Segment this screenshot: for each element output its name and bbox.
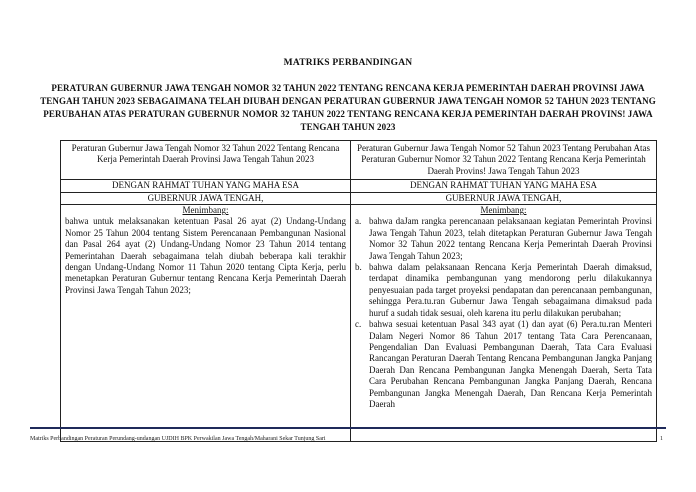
document-subtitle: PERATURAN GUBERNUR JAWA TENGAH NOMOR 32 TAHUN 2022 TENTANG RENCANA KERJA PEMERINTAH DAERAH PROVINSI JAWA TENGAH TAHUN 2023 SEBAGAIMANA TELAH DIUBAH DENGAN PERATURAN GUBERNUR JAWA TENGAH NOMOR 52 TAHUN 2023 TENTANG PERUBAHAN ATAS PERATURAN GUBERNUR NOMOR 32 TAHUN 2022 TENTANG RENCANA KERJA PEMERINTAH DAERAH PROVINS! JAWA TENGAH TAHUN 2023	[40, 83, 656, 132]
left-header-text: Peraturan Gubernur Jawa Tengah Nomor 32 Tahun 2022 Tentang Rencana Kerja Pemerintah Daerah Provinsi Jawa Tengah Tahun 2023	[71, 143, 340, 165]
right-opening: DENGAN RAHMAT TUHAN YANG MAHA ESA	[351, 180, 657, 192]
list-item	[355, 262, 652, 319]
opening-row	[61, 180, 657, 192]
right-header-cell	[351, 141, 657, 180]
list-marker: a.	[355, 216, 362, 227]
right-governor: GUBERNUR JAWA TENGAH,	[351, 192, 657, 204]
left-content-cell	[61, 205, 351, 442]
list-marker: c.	[355, 319, 362, 330]
comparison-table	[60, 140, 657, 442]
governor-row	[61, 192, 657, 204]
list-item	[355, 319, 652, 410]
left-governor: GUBERNUR JAWA TENGAH,	[61, 192, 351, 204]
list-text: bahwa sesuai ketentuan Pasal 343 ayat (1) dan ayat (6) Pera.tu.ran Menteri Dalam Negeri Nomor 86 Tahun 2017 tentang Tata Cara Perencanaan, Pengendalian Dan Evaluasi Pembangunan Daerah, Tata Cara Evaluasi Rancangan Peraturan Daerah Tentang Rencana Pembangunan Jangka Panjang Daerah Dan Rencana Pembangunan Jangka Menengah Daerah, Serta Tata Cara Perubahan Rencana Pembangunan Jangka Panjang Daerah, Rencana Pembangunan Jangka Menengah Daerah, Dan Rencana Kerja Pemerintah Daerah	[369, 319, 652, 409]
left-considering-text: bahwa untuk melaksanakan ketentuan Pasal 26 ayat (2) Undang-Undang Nomor 25 Tahun 2004 tentang Sistem Perencanaan Pembangunan Nasional dan Pasal 264 ayat (2) Undang-Undang Nomor 23 Tahun 2014 tentang Pemerintahan Daerah sebagaimana telah diubah beberapa kali terakhir dengan Undang-Undang Nomor 11 Tahun 2020 tentang Cipta Kerja, perlu menetapkan Peraturan Gubernur tentang Rencana Kerja Pemerintah Daerah Provinsi Jawa Tengah Tahun 2023;	[65, 216, 346, 295]
list-item	[355, 216, 652, 262]
document-title: MATRIKS PERBANDINGAN	[283, 58, 413, 68]
left-considering-label: Menimbang:	[182, 205, 229, 216]
list-marker: b.	[355, 262, 362, 273]
right-considering-label: Menimbang:	[480, 205, 527, 216]
right-considering-list	[355, 216, 652, 410]
left-header-cell	[61, 141, 351, 180]
page-number: 1	[660, 436, 663, 442]
right-header-text: Peraturan Gubernur Jawa Tengah Nomor 52 Tahun 2023 Tentang Perubahan Atas Peraturan Gubernur Nomor 32 Tahun 2022 Tentang Rencana Kerja Pemerintah Daerah Provins! Jawa Tengah Tahun 2023	[356, 143, 651, 176]
table-header-row	[61, 141, 657, 180]
footer-divider	[30, 427, 666, 429]
list-text: bahwa dalam pelaksanaan Rencana Kerja Pemerintah Daerah dimaksud, terdapat dinamika pembangunan yang mendorong perlu dilakukannya penyesuaian pada target proyeksi pendapatan dan perencanaan pembangunan, sehingga Pera.tu.ran Gubernur Jawa Tengah sebagaimana dimaksud pada huruf a sudah tidak sesuai, oleh karena itu perlu dilakukan perubahan;	[369, 262, 652, 318]
footer-text: Matriks Perbandingan Peraturan Perundang-undangan UJDIH BPK Perwakilan Jawa Tengah/Maharani Sekar Tunjung Sari	[30, 436, 326, 442]
left-opening: DENGAN RAHMAT TUHAN YANG MAHA ESA	[61, 180, 351, 192]
content-row	[61, 205, 657, 442]
list-text: bahwa daJam rangka perencanaan pelaksanaan kegiatan Pemerintah Provinsi Jawa Tengah Tahun 2023, telah ditetapkan Peraturan Gubernur Jawa Tengah Nomor 32 Tahun 2022 tentang Rencana Kerja Pemerintah Daerah Provinsi Jawa Tengah Tahun 2023;	[369, 216, 652, 261]
right-content-cell	[351, 205, 657, 442]
